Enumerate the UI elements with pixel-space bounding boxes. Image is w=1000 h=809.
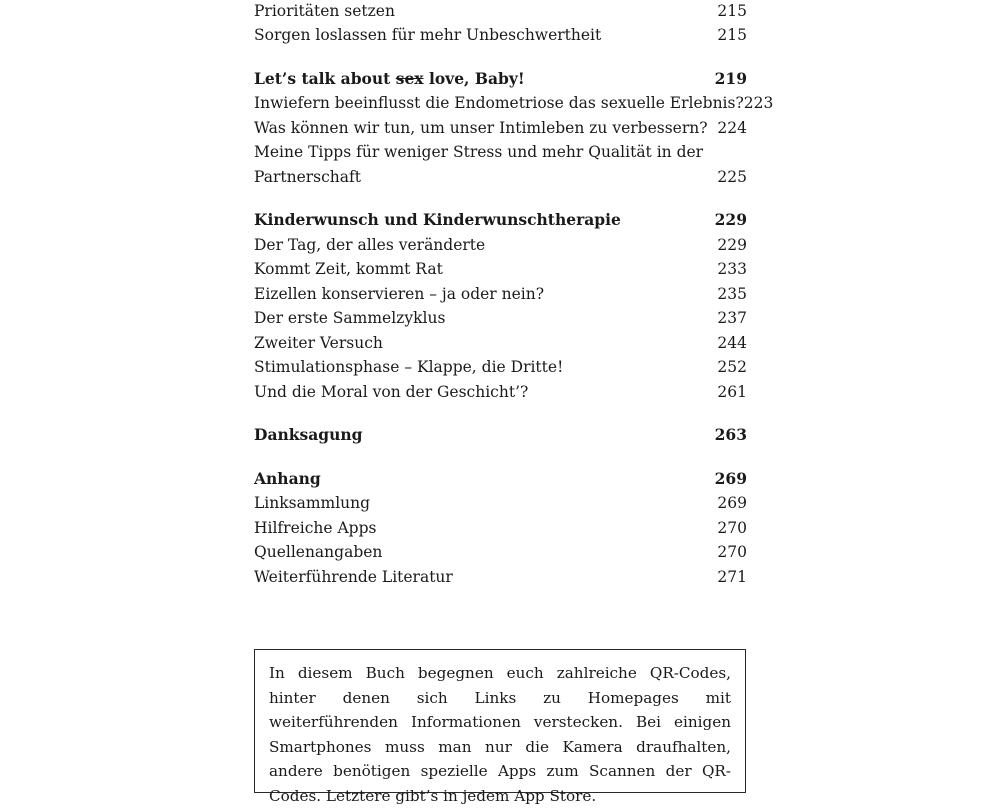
toc-entry <box>254 117 747 139</box>
toc-entry <box>254 258 747 280</box>
toc-entry-page: 237 <box>717 309 747 327</box>
toc-entry-title: Weiterführende Literatur <box>254 568 453 586</box>
toc-chapter-heading <box>254 468 747 490</box>
toc-entry-page: 233 <box>717 260 747 278</box>
toc-entry <box>254 0 747 22</box>
toc-chapter-heading <box>254 209 747 231</box>
toc-chapter-page: 269 <box>714 469 747 488</box>
toc-entry-title: Stimulationsphase – Klappe, die Dritte! <box>254 358 564 376</box>
qr-code-info-box <box>254 649 746 805</box>
toc-entry-page: 215 <box>717 26 747 44</box>
toc-entry-line1 <box>254 141 747 163</box>
toc-entry <box>254 517 747 539</box>
toc-entry-title: Meine Tipps für weniger Stress und mehr Qualität in der <box>254 143 704 161</box>
toc-chapter-page: 229 <box>714 210 747 229</box>
toc-entry-title: Hilfreiche Apps <box>254 519 377 537</box>
toc-entry <box>254 307 747 329</box>
toc-chapter-page: 263 <box>714 425 747 444</box>
toc-entry-title: Linksammlung <box>254 494 371 512</box>
toc-entry <box>254 356 747 378</box>
toc-entry-page: 215 <box>717 2 747 20</box>
toc-entry-title: Der erste Sammelzyklus <box>254 309 446 327</box>
toc-entry <box>254 541 747 563</box>
toc-entry-page: 223 <box>743 94 774 112</box>
toc-entry-page: 269 <box>717 494 747 512</box>
toc-entry-page: 235 <box>717 285 747 303</box>
toc-entry-title: Was können wir tun, um unser Intimleben zu verbessern? <box>254 119 708 137</box>
toc-entry-title: Sorgen loslassen für mehr Unbeschwertheit <box>254 26 602 44</box>
toc-entry <box>254 166 747 188</box>
toc-entry-page: 224 <box>717 119 747 137</box>
toc-entry-page: 261 <box>717 383 747 401</box>
toc-entry-page: 225 <box>717 168 747 186</box>
toc-entry <box>254 332 747 354</box>
toc-entry-title: Und die Moral von der Geschicht’? <box>254 383 529 401</box>
toc-entry-title: Kommt Zeit, kommt Rat <box>254 260 443 278</box>
toc-entry-page: 229 <box>717 236 747 254</box>
toc-entry <box>254 234 747 256</box>
toc-entry-page: 271 <box>717 568 747 586</box>
struck-word: sex <box>395 69 424 88</box>
toc-entry-page: 270 <box>717 519 747 537</box>
toc-entry-title: Zweiter Versuch <box>254 334 383 352</box>
toc-entry-title-continued: Partnerschaft <box>254 168 362 186</box>
toc-chapter-title: Danksagung <box>254 425 363 444</box>
toc-entry <box>254 24 747 46</box>
toc-entry <box>254 381 747 403</box>
toc-entry <box>254 283 747 305</box>
toc-entry-title: Der Tag, der alles veränderte <box>254 236 486 254</box>
toc-entry-title: Quellenangaben <box>254 543 383 561</box>
toc-chapter-title <box>254 68 525 90</box>
toc-entry-page: 244 <box>717 334 747 352</box>
toc-entry-title: Prioritäten setzen <box>254 2 395 20</box>
toc-chapter-title-post: love, Baby! <box>423 69 525 88</box>
toc-entry <box>254 566 747 588</box>
toc-entry <box>254 492 747 514</box>
toc-entry-title: Eizellen konservieren – ja oder nein? <box>254 285 545 303</box>
toc-entry <box>254 92 774 114</box>
toc-entry-page: 252 <box>717 358 747 376</box>
toc-chapter-heading <box>254 424 747 446</box>
toc-entry-title: Inwiefern beeinflusst die Endometriose das sexuelle Erlebnis? <box>254 94 744 112</box>
qr-code-info-text: In diesem Buch begegnen euch zahlreiche QR-Codes, hinter denen sich Links zu Homepages mit weiterführenden Informationen verstecken. Bei einigen Smartphones muss man nur die Kamera draufhalten, andere benötigen spezielle Apps zum Scannen der QR-Codes. Letztere gibt’s in jedem App Store. <box>269 664 731 805</box>
toc-chapter-heading <box>254 68 747 90</box>
toc-chapter-title: Kinderwunsch und Kinderwunschtherapie <box>254 210 621 229</box>
toc-chapter-page: 219 <box>714 69 747 88</box>
toc-chapter-title-pre: Let’s talk about <box>254 69 396 88</box>
toc-chapter-title: Anhang <box>254 469 321 488</box>
toc-entry-page: 270 <box>717 543 747 561</box>
